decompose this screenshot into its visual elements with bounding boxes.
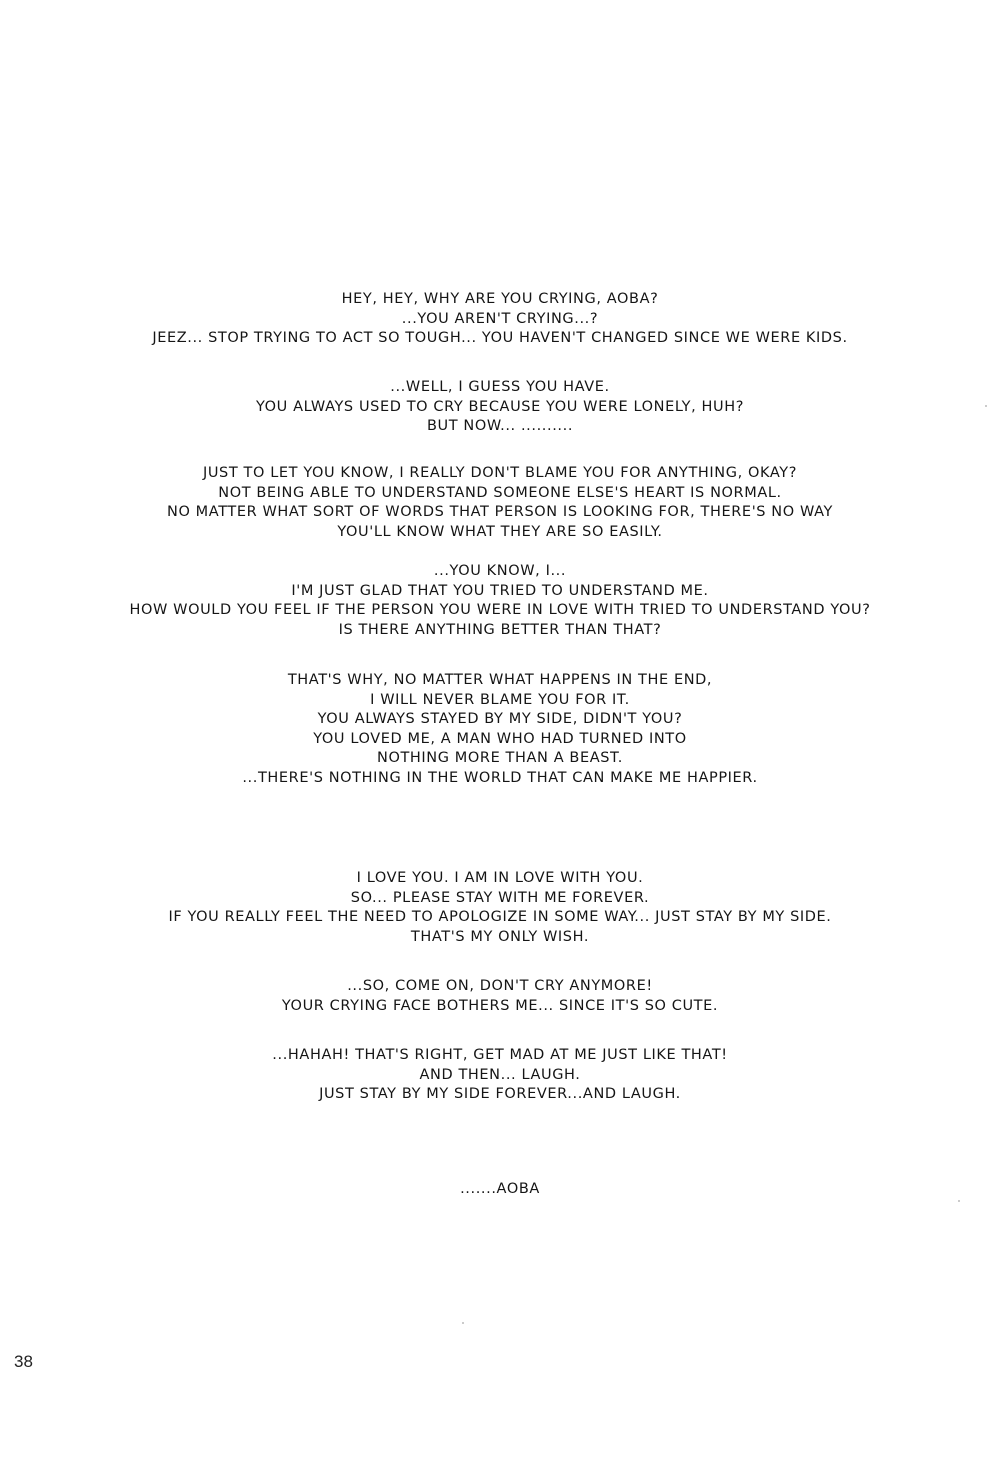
paper-speck bbox=[958, 1200, 960, 1202]
text-line: ...THERE'S NOTHING IN THE WORLD THAT CAN MAKE ME HAPPIER. bbox=[242, 769, 758, 786]
text-line: AND THEN... LAUGH. bbox=[419, 1066, 581, 1083]
page-number: 38 bbox=[14, 1352, 33, 1371]
text-line: IF YOU REALLY FEEL THE NEED TO APOLOGIZE IN SOME WAY... JUST STAY BY MY SIDE. bbox=[168, 909, 832, 926]
paragraph-8 bbox=[0, 1046, 1000, 1105]
text-line: NOTHING MORE THAN A BEAST. bbox=[377, 750, 623, 767]
text-line: YOU'LL KNOW WHAT THEY ARE SO EASILY. bbox=[337, 523, 663, 540]
paragraph-3 bbox=[0, 464, 1000, 542]
text-line: HOW WOULD YOU FEEL IF THE PERSON YOU WERE IN LOVE WITH TRIED TO UNDERSTAND YOU? bbox=[129, 602, 871, 619]
text-line: SO... PLEASE STAY WITH ME FOREVER. bbox=[350, 889, 650, 906]
text-line: ...WELL, I GUESS YOU HAVE. bbox=[390, 379, 610, 395]
text-line: I WILL NEVER BLAME YOU FOR IT. bbox=[370, 691, 630, 708]
paragraph-1 bbox=[0, 290, 1000, 349]
text-line: ...YOU KNOW, I... bbox=[433, 563, 567, 579]
text-line: ...HAHAH! THAT'S RIGHT, GET MAD AT ME JUST LIKE THAT! bbox=[272, 1047, 728, 1063]
text-line: JUST TO LET YOU KNOW, I REALLY DON'T BLAME YOU FOR ANYTHING, OKAY? bbox=[202, 465, 798, 481]
paragraph-6 bbox=[0, 869, 1000, 947]
signature-text: .......AOBA bbox=[460, 1181, 540, 1197]
text-line: JUST STAY BY MY SIDE FOREVER...AND LAUGH. bbox=[319, 1086, 681, 1103]
paragraph-7 bbox=[0, 977, 1000, 1016]
paper-speck bbox=[462, 1322, 464, 1324]
text-line: NOT BEING ABLE TO UNDERSTAND SOMEONE ELSE'S HEART IS NORMAL. bbox=[218, 484, 782, 501]
text-line: IS THERE ANYTHING BETTER THAN THAT? bbox=[338, 621, 662, 638]
text-line: ...YOU AREN'T CRYING...? bbox=[401, 310, 599, 327]
paragraph-5 bbox=[0, 671, 1000, 789]
text-line: ...SO, COME ON, DON'T CRY ANYMORE! bbox=[347, 978, 653, 994]
signature bbox=[0, 1180, 1000, 1200]
text-line: BUT NOW... .......... bbox=[426, 418, 574, 435]
text-line: THAT'S MY ONLY WISH. bbox=[410, 928, 590, 945]
text-line: YOUR CRYING FACE BOTHERS ME... SINCE IT'S SO CUTE. bbox=[281, 997, 719, 1014]
text-line: YOU ALWAYS USED TO CRY BECAUSE YOU WERE LONELY, HUH? bbox=[255, 398, 745, 415]
paragraph-4 bbox=[0, 562, 1000, 640]
paragraph-2 bbox=[0, 378, 1000, 437]
text-line: I LOVE YOU. I AM IN LOVE WITH YOU. bbox=[356, 870, 644, 886]
text-line: JEEZ... STOP TRYING TO ACT SO TOUGH... YOU HAVEN'T CHANGED SINCE WE WERE KIDS. bbox=[152, 330, 848, 347]
text-line: I'M JUST GLAD THAT YOU TRIED TO UNDERSTAND ME. bbox=[291, 582, 709, 599]
text-line: HEY, HEY, WHY ARE YOU CRYING, AOBA? bbox=[341, 291, 659, 307]
text-line: NO MATTER WHAT SORT OF WORDS THAT PERSON IS LOOKING FOR, THERE'S NO WAY bbox=[167, 504, 833, 521]
text-line: YOU LOVED ME, A MAN WHO HAD TURNED INTO bbox=[313, 730, 687, 747]
text-line: YOU ALWAYS STAYED BY MY SIDE, DIDN'T YOU? bbox=[317, 711, 683, 728]
text-line: THAT'S WHY, NO MATTER WHAT HAPPENS IN THE END, bbox=[287, 672, 713, 688]
paper-speck bbox=[985, 405, 987, 407]
